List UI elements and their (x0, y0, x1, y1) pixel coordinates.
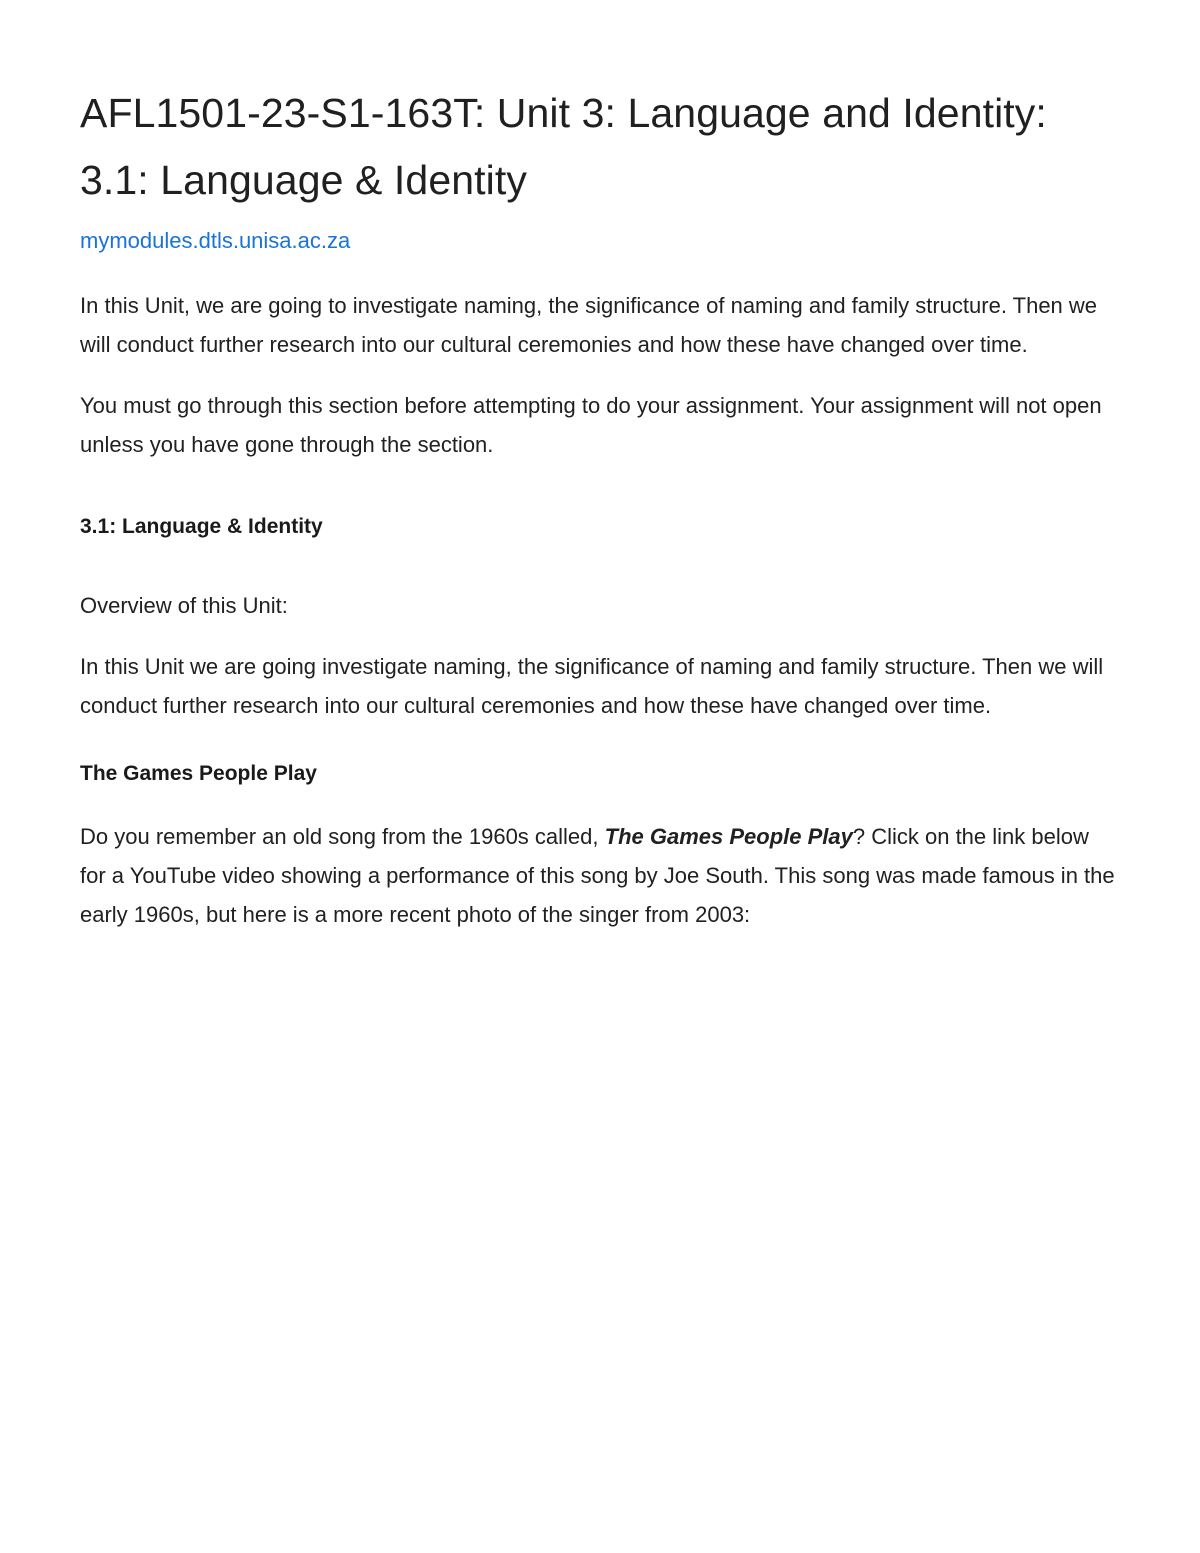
song-paragraph-intro: Do you remember an old song from the 1960s called, (80, 824, 605, 849)
overview-label: Overview of this Unit: (80, 593, 288, 618)
page-title-line-1: AFL1501-23-S1-163T: Unit 3: Language and Identity: (80, 90, 1047, 136)
page-title-line-2: 3.1: Language & Identity (80, 157, 527, 203)
intro-paragraph: In this Unit, we are going to investigate naming, the significance of naming and family structure. Then we will conduct further research into our cultural ceremonies and how these have changed over time. (80, 293, 1098, 357)
document-page (80, 80, 1120, 934)
section-heading: 3.1: Language & Identity (80, 515, 323, 538)
song-paragraph-rest: ? Click on the link below for a YouTube video showing a performance of this song by Joe South. This song was made famous in the early 1960s, but here is a more recent photo of the singer from 2003: (80, 824, 1115, 927)
page-title (80, 80, 1120, 214)
song-title: The Games People Play (604, 824, 853, 849)
instruction-paragraph: You must go through this section before attempting to do your assignment. Your assignment will not open unless you have gone through the section. (80, 393, 1102, 457)
overview-paragraph: In this Unit we are going investigate naming, the significance of naming and family structure. Then we will conduct further research into our cultural ceremonies and how these have changed over time. (80, 654, 1104, 718)
source-link[interactable]: mymodules.dtls.unisa.ac.za (80, 228, 351, 253)
games-heading: The Games People Play (80, 762, 317, 785)
song-paragraph (80, 817, 1120, 934)
